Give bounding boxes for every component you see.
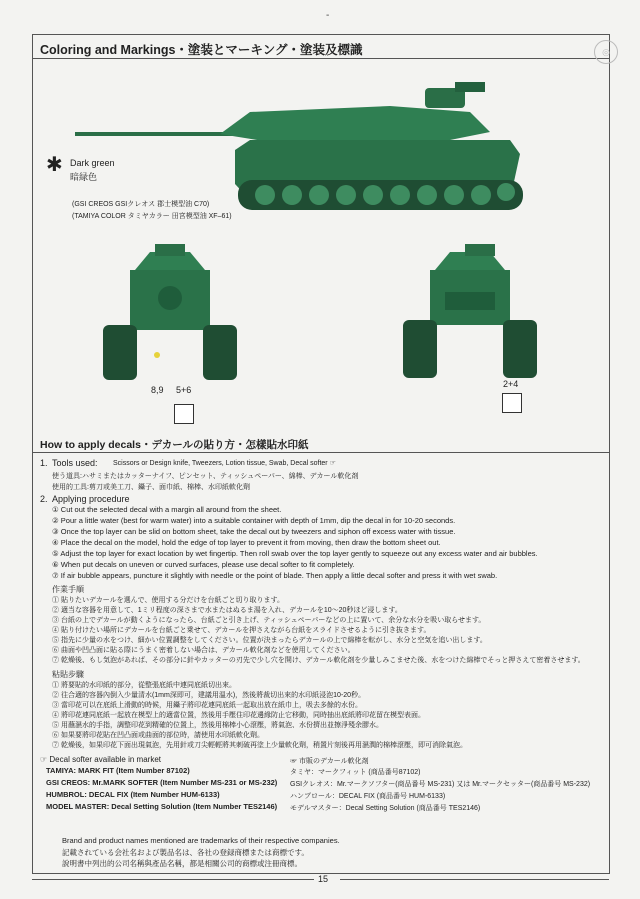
tools-jp: 使う道具:ハサミまたはカッターナイフ、ピンセット、ティッシュペーパー、綿棒、デカール軟化剤 <box>52 473 359 480</box>
left-track-front <box>403 320 437 378</box>
jp-step: ⑤ 指先に少量の水をつけ、細かい位置調整をしてください。位置が決まったらデカールの上で綿棒を転がし、水分と空気を追い出します。 <box>52 637 487 644</box>
cn-step: ③ 當印花可以在底紙上滑動的時候，用鑷子將印花連同底紙一起取出放在紙巾上，吸去多餘的水份。 <box>52 702 362 709</box>
top-mark: - <box>326 10 330 21</box>
procedure-step: ② Pour a little water (best for warm water) into a suitable container with depth of 1mm, dip the decal in for 10-20 seconds. <box>52 516 456 525</box>
paint-splat-icon: ✱ <box>46 154 63 176</box>
procedure-step: ③ Once the top layer can be slid on bottom sheet, take the decal out by tweezers and siphon off excess water with tissue. <box>52 527 456 536</box>
tools-num: 1. <box>40 458 48 468</box>
jp-step: ④ 貼り付けたい場所にデカールを台紙ごと乗せて、デカールを押さえながら台紙をスライドさせるように引き抜きます。 <box>52 627 431 634</box>
cupola-front <box>465 244 495 256</box>
cn-procedure-title: 粘貼步驟 <box>52 670 84 679</box>
callout-front: 2+4 <box>503 379 519 389</box>
softer-item-en: TAMIYA: MARK FIT (Item Number 87102) <box>46 766 190 775</box>
tools-label: Tools used: <box>52 458 98 468</box>
softer-item-jp: モデルマスター：Decal Setting Solution (商品番号 TES2146) <box>290 805 481 812</box>
callout-rear-left: 8,9 <box>151 385 164 395</box>
jp-step: ⑥ 曲面や凹凸面に貼る際にうまく密着しない場合は、デカール軟化剤などを使用してください。 <box>52 647 355 654</box>
cn-step: ⑤ 用蘸濕水的手指，調整印花到精確的位置上，然後用棉棒小心滾壓，將氣泡、水份擠出並擦淨殘余膠水。 <box>52 722 383 729</box>
footer-jp: 記載されている会社名および製品名は、各社の登録商標または商標です。 <box>62 848 309 857</box>
decal-marker <box>154 352 160 358</box>
softer-item-jp: ハンブロール：DECAL FIX (商品番号 HUM-6133) <box>290 793 446 800</box>
paint-tamiya: (TAMIYA COLOR タミヤカラー 田宮模型油 XF–61) <box>72 213 232 220</box>
paint-gsi: (GSI CREOS GSIクレオス 郡士模型油 C70) <box>72 201 210 208</box>
glacis-plate <box>445 292 495 310</box>
color-name: Dark green <box>70 158 115 168</box>
procedure-step: ⑦ If air bubble appears, puncture it slightly with needle or the point of blade. Then apply a little decal softer and press it with wet swab. <box>52 571 498 580</box>
corner-logo-icon: ◎ <box>594 40 618 64</box>
procedure-num: 2. <box>40 494 48 504</box>
softer-title-jp: ☞ 市販のデカール軟化剤 <box>290 758 369 765</box>
footer-cn: 說明書中列出的公司名稱與產品名稱，都是相關公司的商標或注冊商標。 <box>62 859 302 868</box>
cn-step: ① 將要貼的水印紙的部分，從整張底紙中連同底紙切出來。 <box>52 682 236 689</box>
tank-rear-view <box>95 240 245 380</box>
jp-step: ① 貼りたいデカールを選んで、使用する分だけを台紙ごと切り取ります。 <box>52 597 284 604</box>
cupola-top <box>455 82 485 92</box>
softer-item-en: GSI CREOS: Mr.MARK SOFTER (Item Number MS-231 or MS-232) <box>46 778 278 787</box>
cn-step: ⑦ 乾燥後，如果印花下面出現氣泡，先用針或刀尖輕輕將其刺破再塗上少量軟化劑，稍置片刻後再用濕潤的棉棒滾壓，即可消除氣泡。 <box>52 742 467 749</box>
rear-drum <box>158 286 182 310</box>
howto-rule <box>32 452 609 453</box>
decal-position-box <box>174 404 194 424</box>
softer-title-en: ☞ Decal softer available in market <box>40 755 161 764</box>
procedure-step: ① Cut out the selected decal with a margin all around from the sheet. <box>52 505 282 514</box>
tools-cn: 使用的工具:剪刀或美工刀、鑷子、面巾紙、棉棒、水印紙軟化劑 <box>52 484 250 491</box>
procedure-step: ⑤ Adjust the top layer for exact location by wet fingertip. Then roll swab over the top layer gently to squeeze out any excess water and air bubbles. <box>52 549 538 558</box>
jp-step: ② 適当な容器を用意して、1ミリ程度の深さまで水またはぬるま湯を入れ、デカールを10〜20秒ほど浸します。 <box>52 607 402 614</box>
color-name-jp: 暗緑色 <box>70 172 98 182</box>
footer-en: Brand and product names mentioned are trademarks of their respective companies. <box>62 836 340 845</box>
turret-body <box>220 106 490 142</box>
cn-step: ⑥ 如果要將印花貼在凹凸面或曲面的部位時，請使用水印紙軟化劑。 <box>52 732 264 739</box>
footer-rule-right <box>340 879 609 880</box>
footer-rule-left <box>32 879 314 880</box>
cn-step: ④ 將印花連同底紙一起放在模型上的適當位置，然後用手壓住印花邊緣防止它移動，同時抽出底紙將印花留在模型表面。 <box>52 712 425 719</box>
softer-item-en: MODEL MASTER: Decal Setting Solution (Item Number TES2146) <box>46 802 278 811</box>
tools-list: Scissors or Design knife, Tweezers, Lotion tissue, Swab, Decal softer ☞ <box>113 460 336 467</box>
softer-item-jp: GSIクレオス：Mr.マークソフター(商品番号 MS-231) 又は Mr.マークセッター(商品番号 MS-232) <box>290 781 591 788</box>
howto-title: How to apply decals・デカールの貼り方・怎樣貼水印紙 <box>40 439 309 451</box>
jp-procedure-title: 作業手順 <box>52 585 84 594</box>
callout-rear-right: 5+6 <box>176 385 192 395</box>
procedure-label: Applying procedure <box>52 494 130 504</box>
left-track-rear <box>103 325 137 380</box>
section-title: Coloring and Markings・塗装とマーキング・塗装及標識 <box>40 43 363 57</box>
softer-item-en: HUMBROL: DECAL FIX (Item Number HUM-6133) <box>46 790 220 799</box>
cupola-rear <box>155 244 185 256</box>
procedure-step: ④ Place the decal on the model, hold the edge of top layer to prevent it from moving, then draw the bottom sheet out. <box>52 538 441 547</box>
jp-step: ⑦ 乾燥後、もし気泡があれば、その部分に針やカッターの刃先で少し穴を開け、デカール軟化剤を少量しみこませた後、水をつけた綿棒でそっと押さえて密着させます。 <box>52 657 585 664</box>
decal-position-box-front <box>502 393 522 413</box>
right-track-front <box>503 320 537 378</box>
softer-item-jp: タミヤ：マークフィット (商品番号87102) <box>290 769 421 776</box>
cn-step: ② 往合適的容器內倒入少量清水(1mm深即可，建議用溫水)，然後將裁切出來的水印紙浸泡10-20秒。 <box>52 692 366 699</box>
jp-step: ③ 台紙の上でデカールが動くようになったら、台紙ごと引き上げ、ティッシュペーパーなどの上に置いて、余分な水分を吸い取らせます。 <box>52 617 486 624</box>
right-track-rear <box>203 325 237 380</box>
procedure-step: ⑥ When put decals on uneven or curved surfaces, please use decal softer to fit completely. <box>52 560 355 569</box>
tank-front-view <box>395 240 545 380</box>
page-number: 15 <box>318 874 329 884</box>
